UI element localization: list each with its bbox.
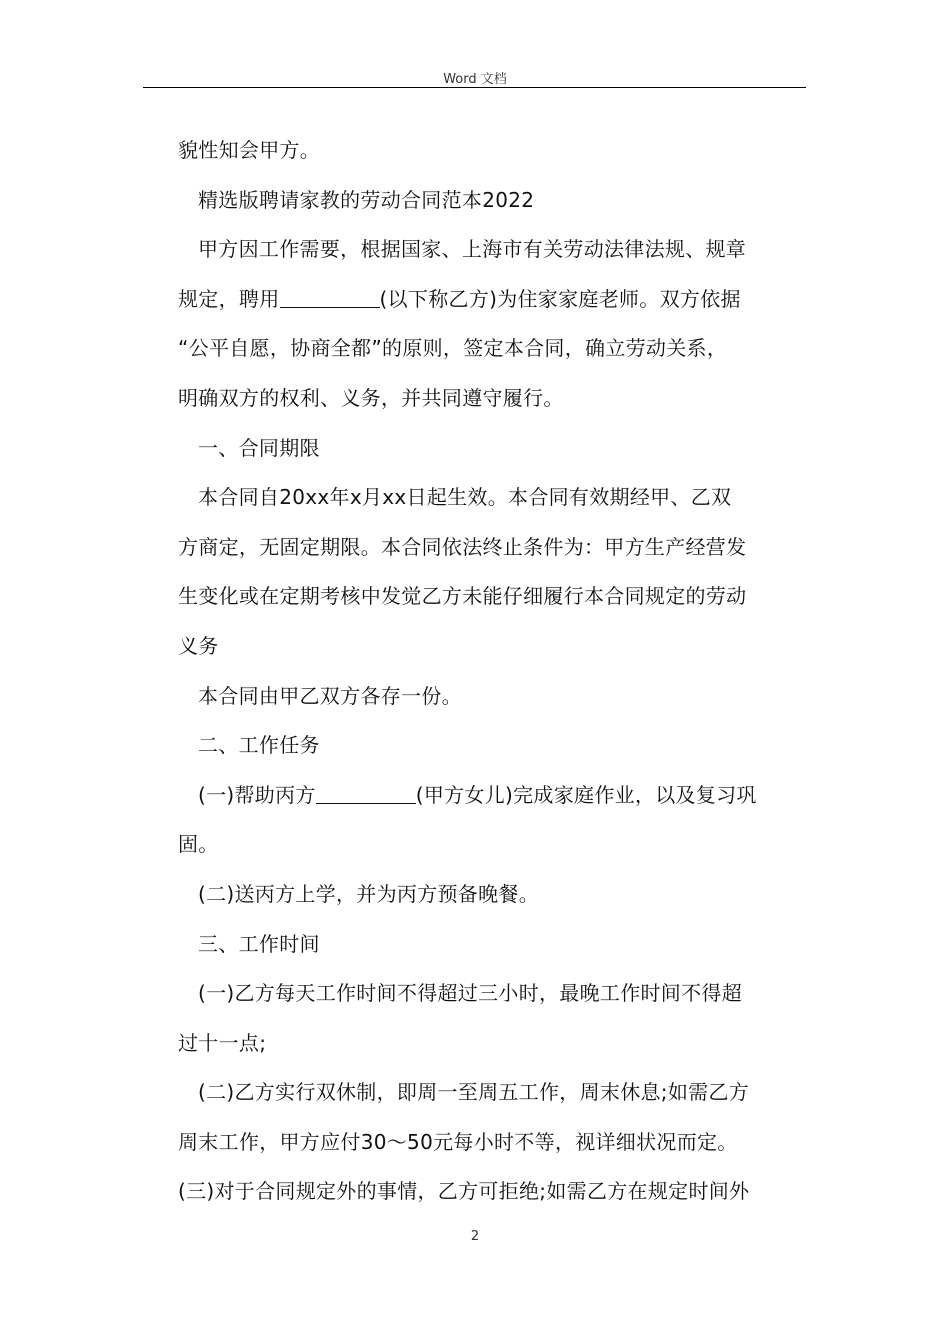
- paragraph-line: (三)对于合同规定外的事情，乙方可拒绝;如需乙方在规定时间外: [178, 1179, 750, 1204]
- paragraph-line: 甲方因工作需要，根据国家、上海市有关劳动法律法规、规章: [198, 237, 747, 262]
- paragraph-line: 固。: [178, 832, 219, 857]
- paragraph-line: 过十一点;: [178, 1030, 267, 1055]
- section-heading: 三、工作时间: [198, 931, 320, 956]
- header-divider: [143, 87, 806, 88]
- page-number: 2: [470, 1229, 480, 1244]
- paragraph-segment: 规定，聘用: [178, 286, 280, 311]
- paragraph-line: 貌性知会甲方。: [178, 138, 321, 162]
- paragraph-line: 方商定，无固定期限。本合同依法终止条件为：甲方生产经营发: [178, 534, 747, 559]
- paragraph-line: 本合同自20xx年x月xx日起生效。本合同有效期经甲、乙双: [198, 485, 732, 510]
- paragraph-line: 周末工作，甲方应付30～50元每小时不等，视详细状况而定。: [178, 1129, 738, 1154]
- name-blank: [280, 286, 380, 308]
- paragraph-line: 生变化或在定期考核中发觉乙方未能仔细履行本合同规定的劳动: [178, 584, 747, 609]
- document-body: [178, 126, 808, 1217]
- name-blank: [316, 782, 416, 804]
- paragraph-segment: (一)帮助丙方: [198, 782, 316, 807]
- paragraph-line: (二)乙方实行双休制，即周一至周五工作，周末休息;如需乙方: [198, 1080, 750, 1105]
- header-title: Word 文档: [443, 72, 507, 87]
- paragraph-line: 义务: [178, 633, 219, 658]
- document-heading: 精选版聘请家教的劳动合同范本2022: [198, 187, 535, 212]
- paragraph-line: 本合同由甲乙双方各存一份。: [198, 683, 462, 708]
- paragraph-segment: (甲方女儿)完成家庭作业，以及复习巩: [415, 782, 757, 807]
- paragraph-segment: (以下称乙方)为住家家庭老师。双方依据: [379, 286, 741, 311]
- paragraph-line: (二)送丙方上学，并为丙方预备晚餐。: [198, 881, 540, 906]
- paragraph-line: [178, 771, 808, 821]
- section-heading: 二、工作任务: [198, 733, 320, 758]
- paragraph-line: “公平自愿，协商全都”的原则，签定本合同，确立劳动关系，: [178, 336, 728, 361]
- paragraph-line: [178, 275, 808, 325]
- paragraph-line: 明确双方的权利、义务，并共同遵守履行。: [178, 385, 564, 410]
- section-heading: 一、合同期限: [198, 435, 320, 460]
- paragraph-line: (一)乙方每天工作时间不得超过三小时，最晚工作时间不得超: [198, 981, 743, 1006]
